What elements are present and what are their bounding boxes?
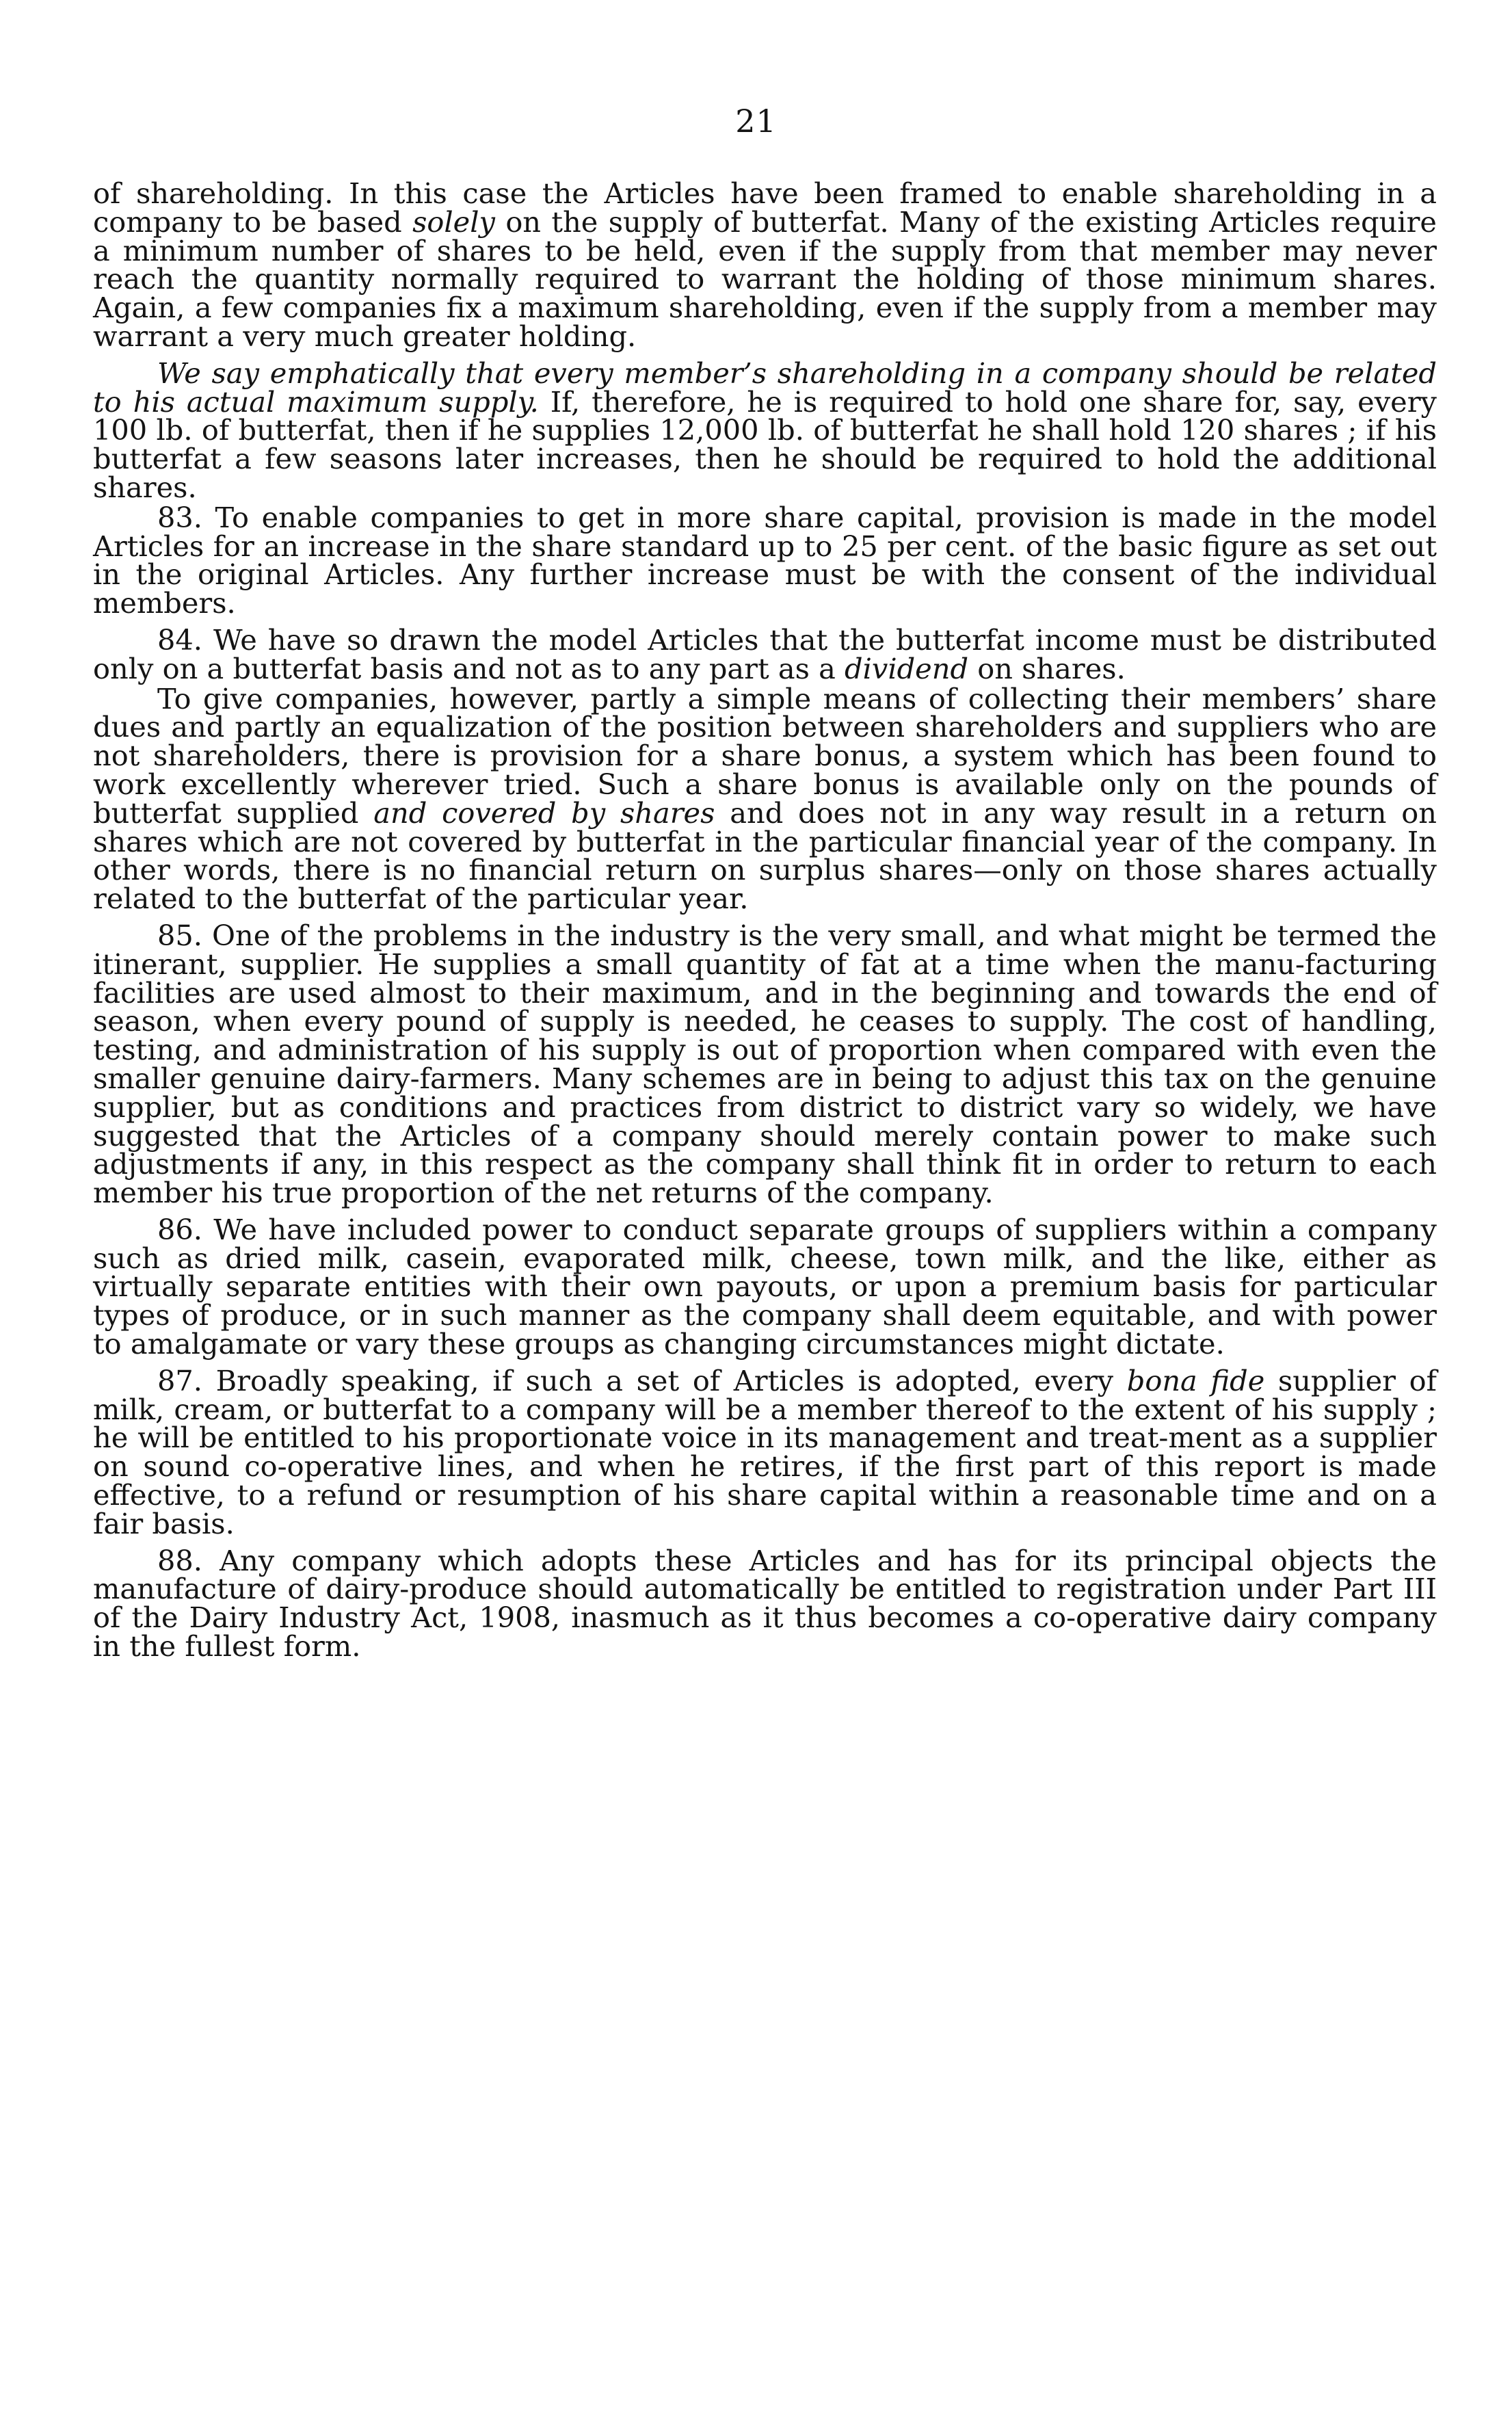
paragraph-86 <box>93 1212 1437 1361</box>
body-text <box>93 176 1437 1669</box>
paragraph-share-bonus <box>93 681 1437 916</box>
text-run: 83. To enable companies to get in more share capital, provision is made in the model Articles for an increase in the share standard up to 25 per cent. of the basic figure as set out in the original Articles. Any further increase must be with the consent of the individual members. <box>93 500 1437 620</box>
text-run: on shares. <box>968 651 1126 685</box>
text-run: on the supply of butterfat. Many of the existing Articles require a minimum number of shares to be held, even if the supply from that member may never reach the quantity normally required to warrant the holding of those minimum shares. Again, a few companies fix a maximum shareholding, even if the supply from a member may warrant a very much greater holding. <box>93 205 1437 353</box>
text-run: 84. We have so drawn the model Articles that the butterfat income must be distributed only on a butterfat basis and not as to any part as a <box>93 622 1437 685</box>
paragraph-87 <box>93 1363 1437 1540</box>
italic-text-run: bona fide <box>1126 1363 1265 1397</box>
text-run: supplier of milk, cream, or butterfat to a company will be a member thereof to the extent of his supply ; he will be entitled to his proportionate voice in its management and treat-ment as a supplier on sound co-operative lines, and when he retires, if the first part of this report is made effective, to a refund or resumption of his share capital within a reasonable time and on a fair basis. <box>93 1363 1437 1540</box>
page-number: 21 <box>735 103 777 140</box>
text-run: 85. One of the problems in the industry is the very small, and what might be termed the itinerant, supplier. He supplies a small quantity of fat at a time when the manu-facturing facilities are used almost to their maximum, and in the beginning and towards the end of season, when every pound of supply is needed, he ceases to supply. The cost of handling, testing, and administration of his supply is out of proportion when compared with even the smaller genuine dairy-farmers. Many schemes are in being to adjust this tax on the genuine supplier, but as conditions and practices from district to district vary so widely, we have suggested that the Articles of a company should merely contain power to make such adjustments if any, in this respect as the company shall think fit in order to return to each member his true proportion of the net returns of the company. <box>93 918 1437 1210</box>
italic-text-run: solely <box>412 205 495 239</box>
text-run: 87. Broadly speaking, if such a set of Articles is adopted, every <box>157 1363 1127 1397</box>
text-run: To give companies, however, partly a simple means of collecting their members’ share dues and partly an equalization of the position between shareholders and suppliers who are not shareholders, there is provision for a share bonus, a system which has been found to work excellently wherever tried. Such a share bonus is available only on the pounds of butterfat supplied <box>93 681 1437 830</box>
text-run: and does not in any way result in a return on shares which are not covered by butterfat in the particular financial year of the company. In other words, there is no financial return on surplus shares—only on those shares actually related to the butterfat of the particular year. <box>93 796 1437 916</box>
italic-text-run: We say emphatically that every member’s shareholding in a company should be related to his actual maximum supply. <box>93 356 1437 419</box>
paragraph-85 <box>93 918 1437 1210</box>
paragraph-84 <box>93 622 1437 685</box>
italic-text-run: and covered by shares <box>373 796 715 830</box>
paragraph-83 <box>93 500 1437 620</box>
text-run: If, therefore, he is required to hold one share for, say, every 100 lb. of butterfat, then if he supplies 12,000 lb. of butterfat he shall hold 120 shares ; if his butterfat a few seasons later increases, then he should be required to hold the additional shares. <box>93 384 1437 504</box>
text-run: 88. Any company which adopts these Articles and has for its principal objects the manufacture of dairy-produce should automatically be entitled to registration under Part III of the Dairy Industry Act, 1908, inasmuch as it thus becomes a co-operative dairy company in the fullest form. <box>93 1543 1437 1664</box>
text-run: 86. We have included power to conduct separate groups of suppliers within a company such as dried milk, casein, evaporated milk, cheese, town milk, and the like, either as virtually separate entities with their own payouts, or upon a premium basis for particular types of produce, or in such manner as the company shall deem equitable, and with power to amalgamate or vary these groups as changing circumstances might dictate. <box>93 1212 1437 1361</box>
text-run: of shareholding. In this case the Articles have been framed to enable shareholding in a company to be based <box>93 176 1437 239</box>
italic-text-run: dividend <box>845 651 969 685</box>
paragraph-shareholding-continued <box>93 176 1437 353</box>
paragraph-88 <box>93 1543 1437 1664</box>
paragraph-emphatic-statement <box>93 356 1437 504</box>
